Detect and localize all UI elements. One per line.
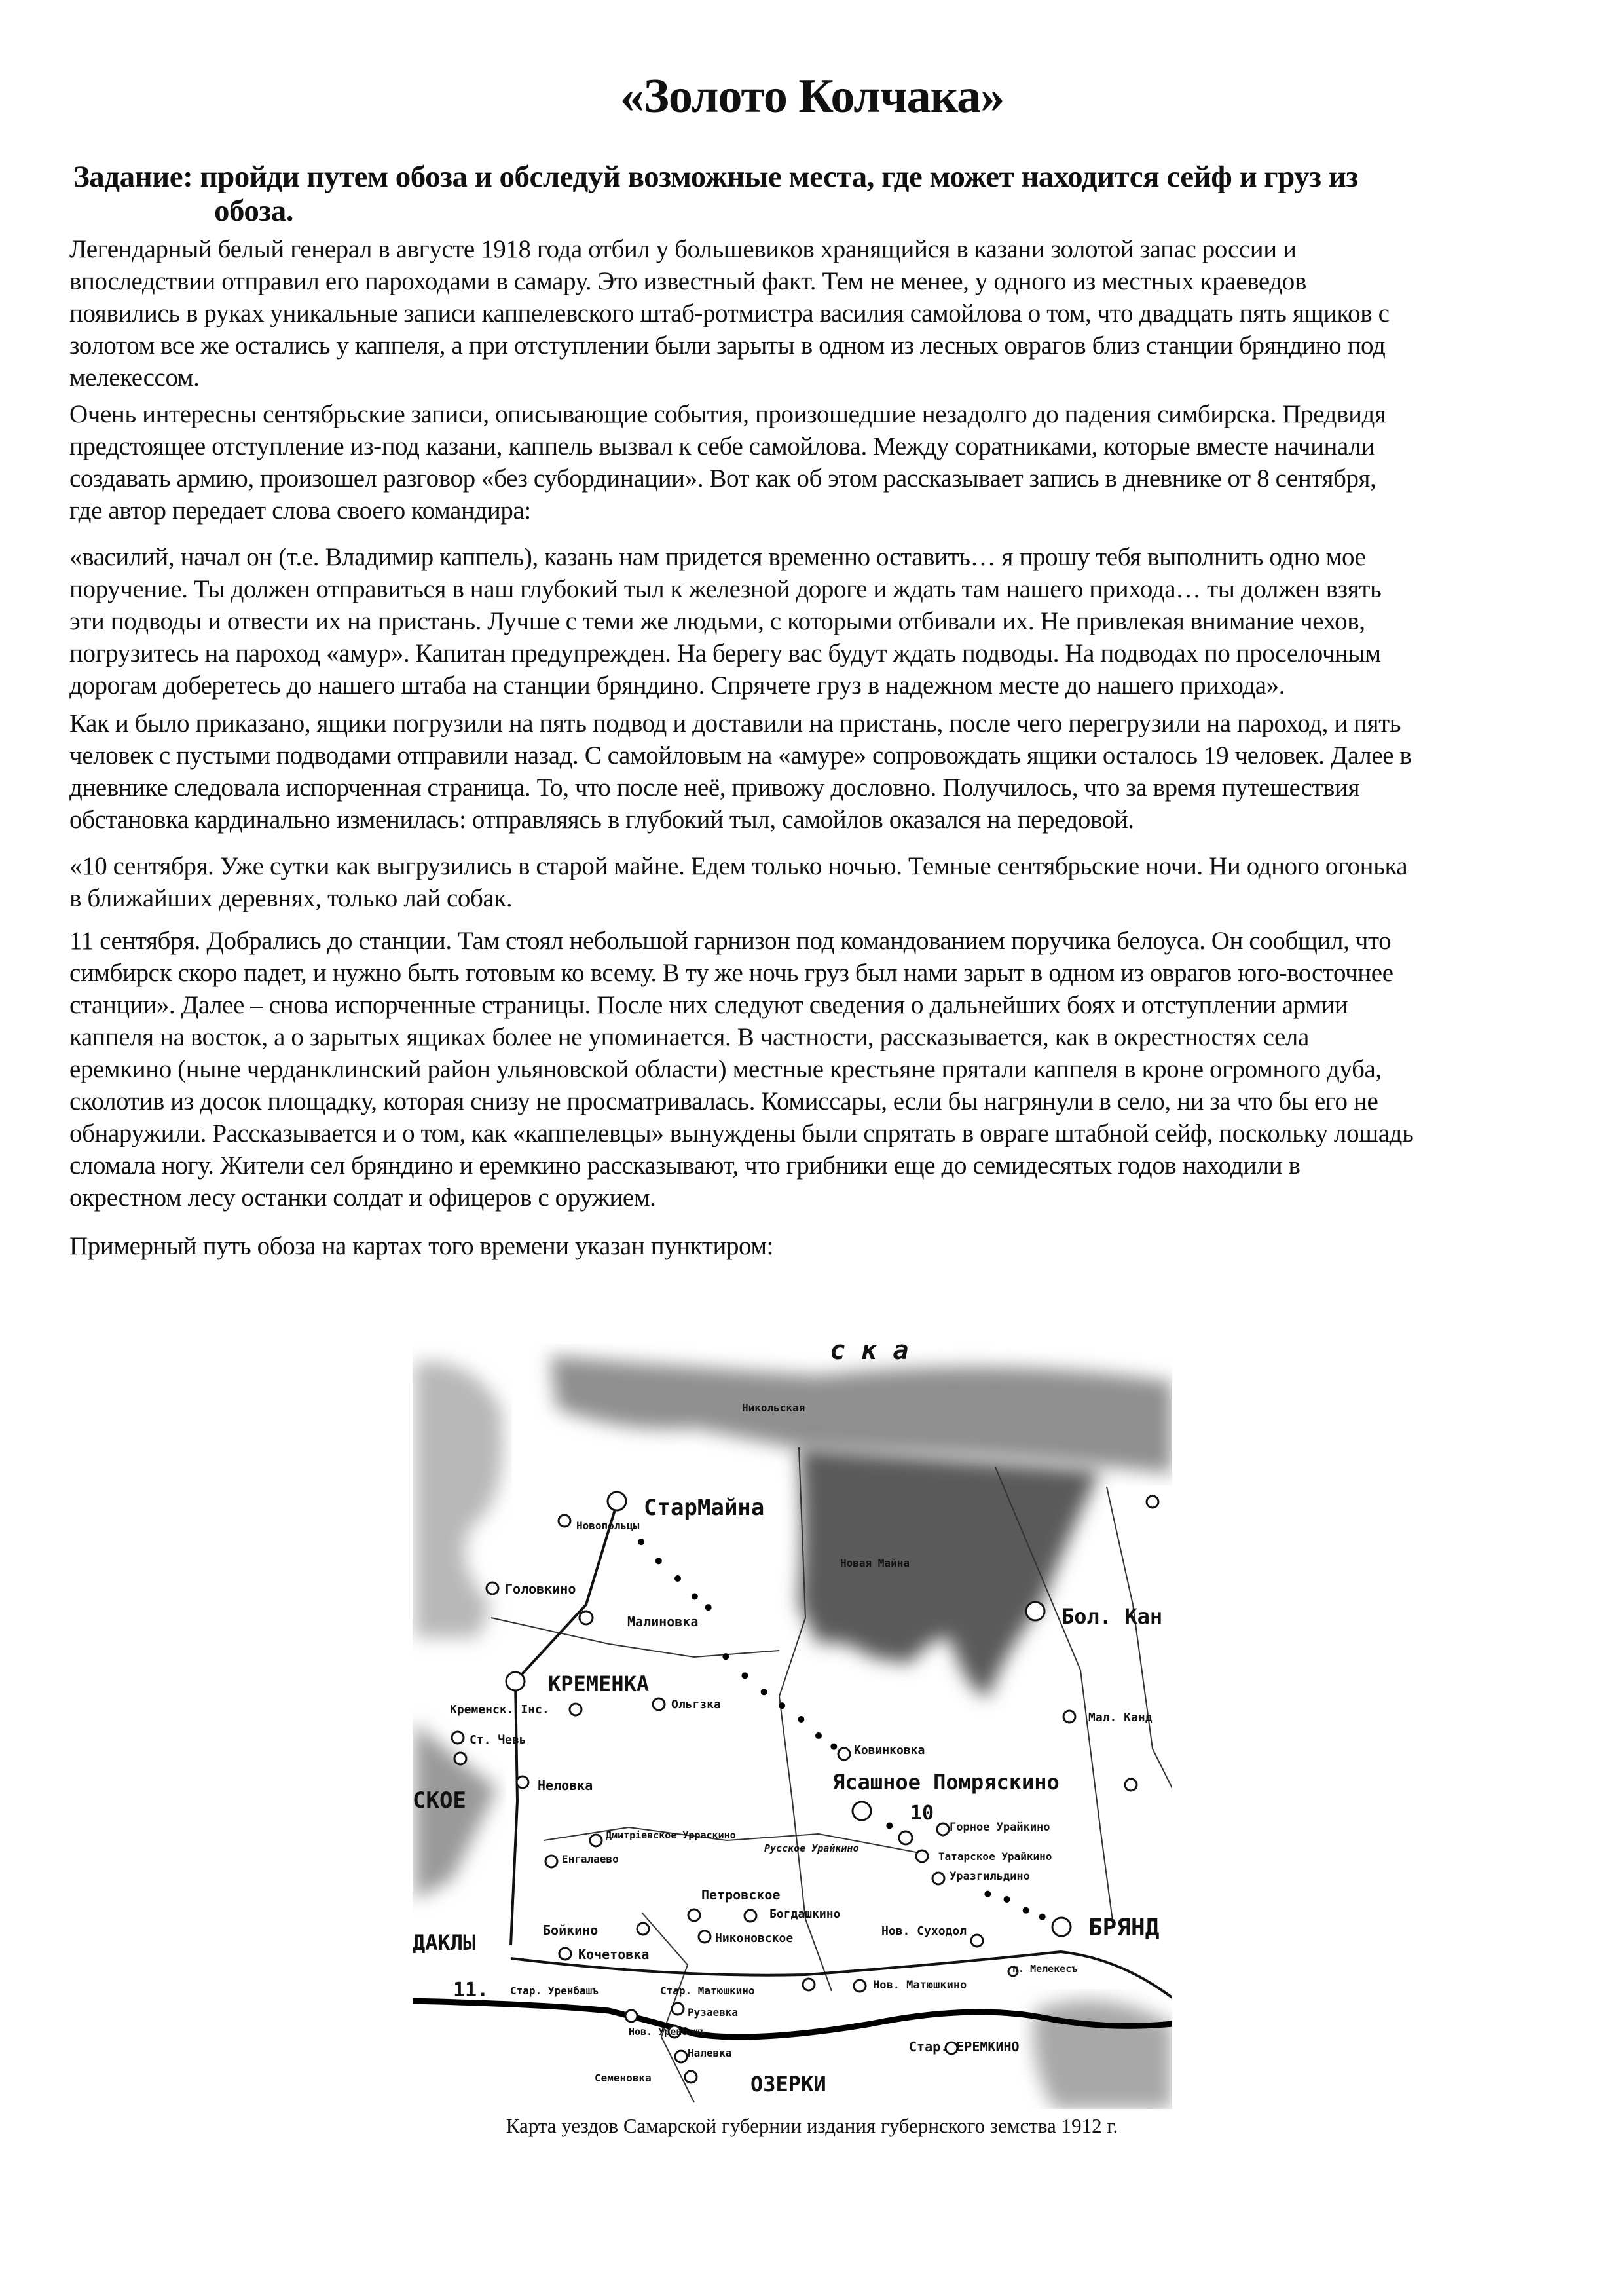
settlement-marker: [637, 1923, 649, 1935]
route-dot: [886, 1823, 893, 1829]
map-label: Горное Урайкино: [950, 1821, 1050, 1834]
text-line: «василий, начал он (т.е. Владимир каппель), казань нам придется временно оставить… я прошу тебя выполнить одно мое: [69, 543, 1366, 571]
map-label: Дмитріевское Урраскино: [606, 1829, 736, 1841]
text-line: погрузитесь на пароход «амур». Капитан предупрежден. На берегу вас будут ждать подводы. На подводах по проселочным: [69, 639, 1381, 667]
settlement-marker: [699, 1931, 710, 1943]
map-label: Стар. ЕРЕМКИНО: [909, 2039, 1020, 2055]
settlement-marker: [685, 2071, 697, 2083]
route-dot: [692, 1594, 698, 1600]
map-label: Бойкино: [543, 1922, 599, 1938]
settlement-marker: [672, 2003, 684, 2015]
settlement-marker: [590, 1835, 602, 1846]
settlement-marker: [452, 1732, 464, 1744]
route-dot: [1004, 1896, 1010, 1903]
text-line: еремкино (ныне черданклинский район ульяновской области) местные крестьяне прятали каппеля в кроне огромного дуба,: [69, 1055, 1382, 1083]
settlement-marker: [1063, 1711, 1075, 1723]
settlement-marker: [916, 1850, 928, 1862]
map-label: Нов. Уренбашъ: [629, 2026, 706, 2038]
map-label: Головкино: [505, 1581, 576, 1597]
settlement-marker: [1147, 1496, 1158, 1508]
text-line: в ближайших деревнях, только лай собак.: [69, 884, 513, 912]
map-label: ОЗЕРКИ: [750, 2072, 826, 2097]
settlement-marker: [625, 2010, 637, 2022]
text-line: дорогам доберетесь до нашего штаба на станции бряндино. Спрячете груз в надежном месте до нашего прихода».: [69, 671, 1285, 700]
text-line: окрестном лесу останки солдат и офицеров с оружием.: [69, 1184, 656, 1212]
text-line: мелекессом.: [69, 364, 200, 392]
map-label: Малиновка: [627, 1614, 699, 1630]
paragraph-kappel-quote: [69, 541, 1576, 701]
text-line: обстановка кардинально изменилась: отправляясь в глубокий тыл, самойлов оказался на передовой.: [69, 806, 1134, 834]
route-dot: [1039, 1914, 1046, 1920]
map-label: Кременск. Інс.: [450, 1703, 549, 1717]
text-line: сломала ногу. Жители сел бряндино и еремкино рассказывают, что грибники еще до семидесятых годов находили в: [69, 1151, 1301, 1180]
route-dot: [761, 1689, 767, 1695]
text-line: Очень интересны сентябрьские записи, описывающие события, произошедшие незадолго до падения симбирска. Предвидя: [69, 400, 1386, 428]
map-label: КРЕМЕНКА: [548, 1671, 650, 1696]
settlement-marker: [932, 1873, 944, 1884]
map-label: Бол. Кан: [1061, 1604, 1163, 1629]
text-line: предстоящее отступление из-под казани, каппель вызвал к себе самойлова. Между соратниками, которые вместе начинали: [69, 432, 1375, 460]
route-dot: [1023, 1907, 1029, 1914]
paragraph-sept-10: [69, 850, 1576, 914]
settlement-marker: [853, 1802, 871, 1820]
text-line: дневнике следовала испорченная страница. То, что после неё, привожу дословно. Получилось, что за время путешествия: [69, 774, 1360, 802]
map-label: Кочетовка: [578, 1947, 650, 1962]
map-label: Ковинковка: [854, 1744, 925, 1757]
map-label: СтарМайна: [644, 1495, 765, 1521]
map-label: Петровское: [701, 1887, 781, 1903]
settlement-marker: [559, 1515, 570, 1527]
map-label: Неловка: [538, 1778, 593, 1793]
map-water-right: [1033, 2000, 1172, 2109]
text-line: симбирск скоро падет, и нужно быть готовым ко всему. В ту же ночь груз был нами зарыт в одном из оврагов юго-восточнее: [69, 959, 1393, 987]
map-label: Никольская: [742, 1402, 805, 1414]
settlement-marker: [803, 1979, 815, 1990]
text-line: впоследствии отправил его пароходами в самару. Это известный факт. Тем не менее, у одного из местных краеведов: [69, 267, 1306, 295]
settlement-marker: [1125, 1779, 1137, 1791]
map-label: Ясашное Помряскино: [832, 1770, 1060, 1795]
map-label: Стар. Уренбашъ: [510, 1985, 599, 1997]
text-line: эти подводы и отвести их на пристань. Лучше с теми же людьми, с которыми отбивали их. Не привлекая внимание чехов,: [69, 607, 1365, 635]
settlement-marker: [1052, 1918, 1071, 1936]
task-heading-line1: Задание: пройди путем обоза и обследуй возможные места, где может находится сейф и груз из: [73, 160, 1358, 194]
map-label: Семеновка: [595, 2072, 652, 2084]
map-label: Новопольцы: [576, 1520, 640, 1532]
route-dot: [655, 1558, 662, 1564]
historical-map: [413, 1330, 1172, 2109]
map-label: 11.: [453, 1979, 489, 2002]
map-label: Рузаевка: [688, 2006, 739, 2019]
map-label: Богдашкино: [769, 1907, 841, 1921]
map-label: Уразгильдино: [950, 1870, 1030, 1883]
settlement-marker: [580, 1611, 593, 1624]
settlement-marker: [937, 1823, 949, 1835]
text-line: обнаружили. Рассказывается и о том, как «каппелевцы» вынуждены были спрятать в овраге штабной сейф, поскольку лошадь: [69, 1119, 1414, 1148]
map-label: Русское Урайкино: [764, 1842, 859, 1854]
map-label: БРЯНД: [1088, 1914, 1160, 1941]
paragraph-sept-11: [69, 925, 1576, 1214]
map-label: СКОЕ: [413, 1787, 466, 1814]
route-dot: [798, 1716, 804, 1723]
paragraph-route-intro: [69, 1230, 1576, 1262]
settlement-marker: [838, 1748, 850, 1760]
route-dot: [674, 1575, 681, 1582]
map-label: ДАКЛЫ: [413, 1930, 476, 1955]
settlement-marker: [653, 1698, 665, 1710]
map-label: Ольгзка: [671, 1698, 721, 1711]
text-line: где автор передает слова своего командира:: [69, 496, 531, 525]
settlement-marker: [545, 1856, 557, 1867]
route-dot: [830, 1744, 837, 1750]
map-label: 10: [910, 1802, 934, 1825]
settlement-marker: [688, 1909, 700, 1921]
route-dot: [779, 1702, 785, 1709]
text-line: станции». Далее – снова испорченные страницы. После них следуют сведения о дальнейших боях и отступлении армии: [69, 991, 1348, 1019]
route-dot: [705, 1604, 712, 1611]
text-line: Примерный путь обоза на картах того времени указан пунктиром:: [69, 1232, 774, 1260]
text-line: «10 сентября. Уже сутки как выгрузились в старой майне. Едем только ночью. Темные сентябрьские ночи. Ни одного огонька: [69, 852, 1408, 880]
settlement-marker: [608, 1492, 626, 1510]
settlement-marker: [559, 1948, 571, 1960]
text-line: Легендарный белый генерал в августе 1918 года отбил у большевиков хранящийся в казани золотой запас россии и: [69, 235, 1297, 263]
settlement-marker: [517, 1776, 528, 1788]
map-label: Нов. Суходол: [881, 1924, 967, 1938]
map-label: Енгалаево: [562, 1853, 619, 1865]
settlement-marker: [675, 2051, 687, 2062]
settlement-marker: [1026, 1602, 1044, 1620]
map-label: Новая Майна: [840, 1557, 910, 1569]
route-dot: [984, 1891, 991, 1897]
settlement-marker: [745, 1910, 756, 1922]
settlement-marker: [971, 1935, 983, 1947]
paragraph-september-notes: [69, 398, 1576, 527]
paragraph-boxes-loaded: [69, 707, 1576, 836]
map-label: Татарское Урайкино: [938, 1850, 1052, 1863]
map-label: Никоновское: [715, 1931, 794, 1945]
route-dot: [815, 1732, 822, 1739]
map-label: п. Мелекесъ: [1012, 1963, 1078, 1975]
settlement-marker: [454, 1753, 466, 1764]
settlement-marker: [506, 1672, 525, 1690]
map-label-river: с к а: [830, 1335, 909, 1366]
map-label: Налевка: [688, 2047, 732, 2059]
paragraph-intro: [69, 233, 1576, 394]
text-line: Как и было приказано, ящики погрузили на пять подвод и доставили на пристань, после чего перегрузили на пароход, и пять: [69, 709, 1401, 737]
settlement-marker: [487, 1582, 498, 1594]
map-label: Мал. Канд: [1088, 1711, 1153, 1725]
text-line: человек с пустыми подводами отправили назад. С самойловым на «амуре» сопровождать ящики осталось 19 человек. Далее в: [69, 741, 1412, 770]
route-dot: [722, 1653, 729, 1660]
route-dot: [742, 1672, 748, 1679]
text-line: сколотив из досок площадку, которая снизу не просматривалась. Комиссары, если бы нагрянули в село, ни за что бы его не: [69, 1087, 1378, 1115]
settlement-marker: [570, 1704, 581, 1715]
settlement-marker: [899, 1831, 912, 1844]
route-dot: [638, 1539, 644, 1545]
text-line: поручение. Ты должен отправиться в наш глубокий тыл к железной дороге и ждать там нашего прихода… ты должен взять: [69, 575, 1382, 603]
text-line: создавать армию, произошел разговор «без субординации». Вот как об этом рассказывает запись в дневнике от 8 сентября,: [69, 464, 1376, 493]
text-line: золотом все же остались у каппеля, а при отступлении были зарыты в одном из лесных оврагов близ станции бряндино под: [69, 331, 1386, 360]
settlement-marker: [854, 1980, 866, 1992]
map-caption: Карта уездов Самарской губернии издания губернского земства 1912 г.: [506, 2114, 1118, 2137]
text-line: появились в руках уникальные записи каппелевского штаб-ротмистра василия самойлова о том, что двадцать пять ящиков с: [69, 299, 1390, 327]
task-heading-line2: обоза.: [214, 194, 294, 228]
map-label: Нов. Матюшкино: [873, 1979, 967, 1992]
task-heading: [73, 160, 1579, 228]
text-line: каппеля на восток, а о зарытых ящиках более не упоминается. В частности, рассказывается, как в окрестностях села: [69, 1023, 1309, 1051]
document-title: «Золото Колчака»: [619, 69, 1005, 123]
text-line: 11 сентября. Добрались до станции. Там стоял небольшой гарнизон под командованием поручика белоуса. Он сообщил, что: [69, 927, 1392, 955]
map-label: Ст. Чевь: [470, 1733, 526, 1747]
map-label: Стар. Матюшкино: [660, 1985, 755, 1997]
